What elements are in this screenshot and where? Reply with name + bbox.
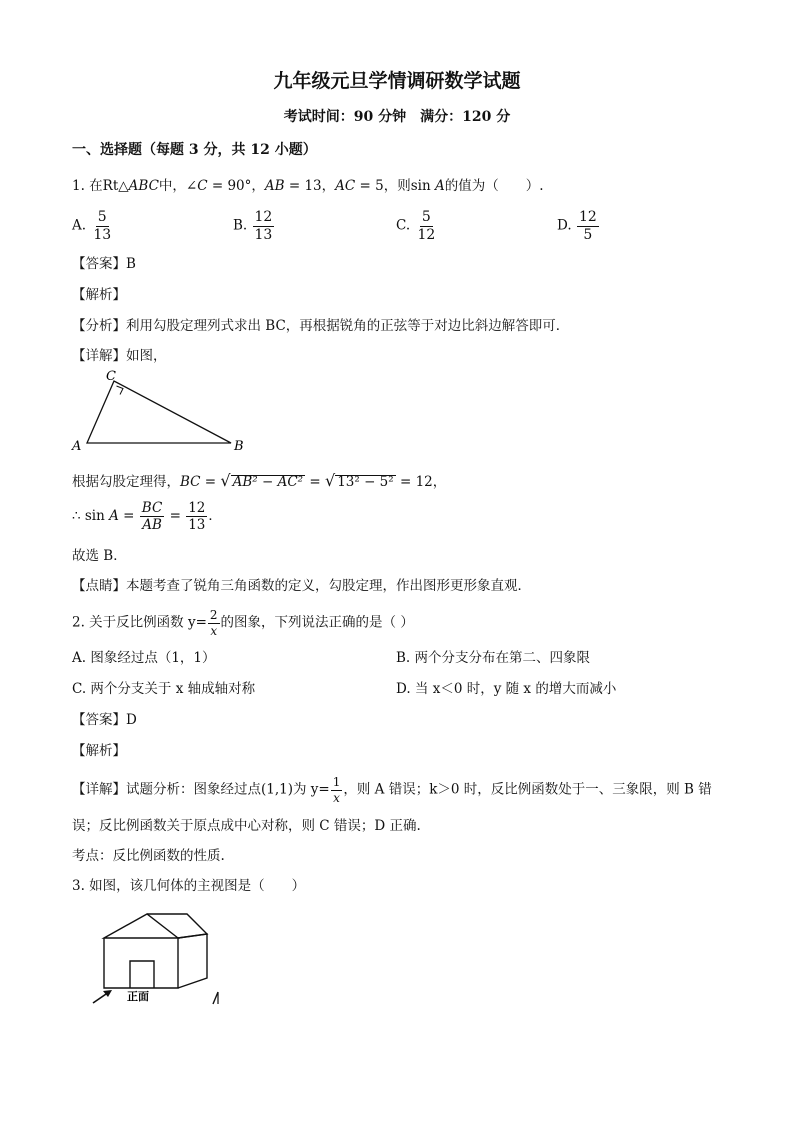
step2-eq: = [118, 508, 139, 525]
step1-eq2: = [305, 474, 325, 490]
triangle-shape [87, 381, 231, 443]
q1-suffix: 的值为（ ）. [444, 178, 544, 194]
fraction-bc-ab: $\frac{BC}{AB}$ [141, 500, 163, 534]
q1-option-a [72, 210, 114, 242]
q1-a: A [434, 178, 445, 194]
q1-analysis: 【解析】 [72, 287, 126, 303]
option-fraction: $\frac{12}{13}$ [254, 209, 273, 243]
side-face [178, 934, 207, 988]
right-triangle-figure [68, 368, 253, 456]
q2-option-d: D. 当 x＜0 时，y 随 x 的增大而减小 [396, 681, 617, 697]
solid-figure [85, 908, 235, 1008]
front-roof [104, 914, 178, 938]
q1-sin: sin [410, 178, 431, 194]
radicand-1: AB² − AC² [232, 474, 304, 490]
option-label: D. [557, 217, 572, 234]
q1-mid1: 中，∠ [158, 178, 198, 194]
exam-info: 考试时间：90 分钟 满分：120 分 [283, 109, 511, 125]
radicand-2: 13² − 5² [337, 474, 394, 490]
q2-option-a: A. 图象经过点（1，1） [72, 650, 216, 666]
q1-option-d [557, 210, 600, 242]
vertex-b-label: B [234, 439, 244, 454]
question-1-stem [72, 180, 544, 194]
step1-end: = 12， [395, 474, 447, 490]
radical-sign: √ [325, 471, 336, 490]
q2-option-c: C. 两个分支关于 x 轴成轴对称 [72, 681, 256, 697]
q1-abc: ABC [128, 178, 159, 194]
partial-arrow-right [213, 992, 218, 1004]
q1-eq5: = 5，则 [355, 178, 411, 194]
question-3-stem: 3. 如图，该几何体的主视图是（ ） [72, 878, 306, 894]
q2-fraction: $\frac{2}{x}$ [209, 608, 218, 638]
question-2-stem [72, 609, 414, 637]
q1-step2 [72, 501, 222, 532]
page-title: 九年级元旦学情调研数学试题 [273, 70, 521, 92]
radical-sign: √ [220, 471, 231, 490]
section-title: 一、选择题（每题 3 分，共 12 小题） [72, 142, 317, 158]
vertex-c-label: C [106, 369, 116, 384]
step2-prefix: ∴ sin [72, 508, 110, 525]
q2-prefix: 2. 关于反比例函数 y= [72, 614, 207, 631]
step2-eq2: = [165, 508, 186, 525]
step2-a: A [109, 508, 119, 525]
q2-answer: 【答案】D [72, 712, 137, 728]
q1-eq13: = 13， [284, 178, 336, 194]
q2-option-b: B. 两个分支分布在第二、四象限 [396, 650, 591, 666]
q1-dianjing: 【点睛】本题考查了锐角三角函数的定义，勾股定理，作出图形更形象直观． [72, 578, 531, 594]
option-fraction: $\frac{12}{5}$ [578, 209, 597, 243]
option-label: B. [233, 217, 248, 234]
step1-bc: BC [180, 474, 201, 490]
q1-detail: 【详解】如图， [72, 348, 167, 364]
q1-answer: 【答案】B [72, 256, 136, 272]
q1-step1 [72, 473, 446, 490]
step1-eq: = [200, 474, 221, 490]
front-label: 正面 [127, 990, 149, 1003]
option-label: C. [396, 217, 411, 234]
q1-choose: 故选 B． [72, 548, 127, 564]
vertex-a-label: A [72, 439, 82, 454]
option-fraction: $\frac{5}{12}$ [417, 209, 436, 243]
q2-kaodian: 考点：反比例函数的性质. [72, 848, 225, 864]
q2-detail-line2: 误；反比例函数关于原点成中心对称，则 C 错误；D 正确. [72, 818, 421, 834]
right-angle-mark [117, 386, 124, 395]
q1-rt: Rt△ [102, 178, 129, 194]
q2-detail-prefix: 【详解】试题分析：图象经过点(1,1)为 y= [72, 781, 330, 798]
q2-detail-fraction: $\frac{1}{x}$ [332, 775, 341, 805]
q1-option-c [396, 210, 438, 242]
q1-fenxi: 【分析】利用勾股定理列式求出 BC，再根据锐角的正弦等于对边比斜边解答即可． [72, 318, 570, 334]
q2-analysis: 【解析】 [72, 743, 126, 759]
fraction-12-13: $\frac{12}{13}$ [188, 500, 206, 534]
q1-option-b [233, 210, 275, 242]
q1-ac: AC [335, 178, 356, 194]
q2-detail-line1 [72, 776, 712, 804]
q2-suffix: 的图象，下列说法正确的是（ ） [220, 614, 414, 631]
step1-prefix: 根据勾股定理得， [72, 474, 180, 490]
q1-eq90: = 90°， [207, 178, 265, 194]
option-fraction: $\frac{5}{13}$ [93, 209, 112, 243]
q1-ab: AB [264, 178, 285, 194]
q1-c: C [197, 178, 208, 194]
option-label: A. [72, 217, 87, 234]
side-roof [147, 914, 207, 938]
q1-prefix: 1. 在 [72, 178, 103, 194]
door [130, 961, 154, 988]
q2-detail-suffix: ，则 A 错误；k＞0 时，反比例函数处于一、三象限，则 B 错 [343, 781, 712, 798]
step2-end: ． [208, 508, 222, 525]
front-face [104, 938, 178, 988]
